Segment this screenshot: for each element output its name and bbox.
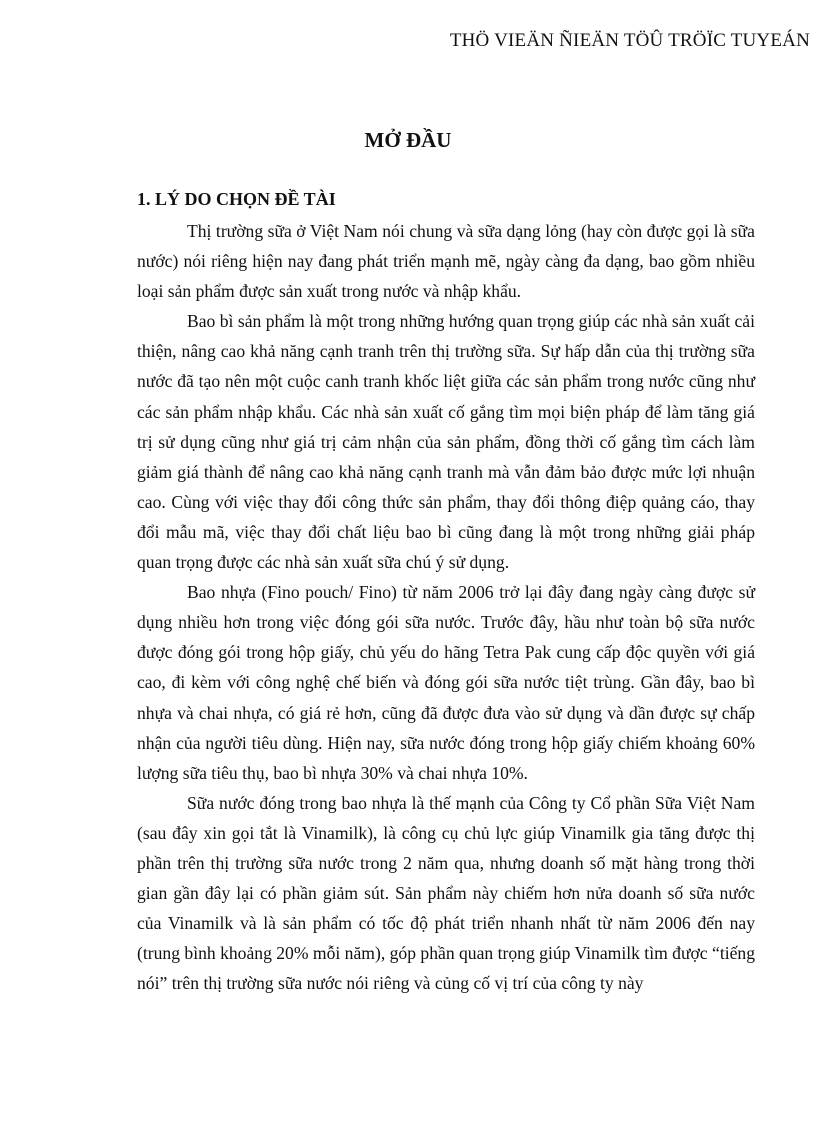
paragraph-2: Bao bì sản phẩm là một trong những hướng quan trọng giúp các nhà sản xuất cải thiện, nâng cao khả năng cạnh tranh trên thị trường sữa. Sự hấp dẫn của thị trường sữa nước đã tạo nên một cuộc canh tranh khốc liệt giữa các sản phẩm trong nước cũng như các sản phẩm nhập khẩu. Các nhà sản xuất cố gắng tìm mọi biện pháp để làm tăng giá trị sử dụng cũng như giá trị cảm nhận của sản phẩm, đồng thời cố gắng tìm cách làm giảm giá thành để nâng cao khả năng cạnh tranh mà vẫn đảm bảo được mức lợi nhuận cao. Cùng với việc thay đổi công thức sản phẩm, thay đổi thông điệp quảng cáo, thay đổi mẫu mã, việc thay đổi chất liệu bao bì cũng đang là một trong những giải pháp quan trọng được các nhà sản xuất sữa chú ý sử dụng. [137,311,755,573]
page-title: MỞ ĐẦU [364,128,452,152]
paragraph-1: Thị trường sữa ở Việt Nam nói chung và sữa dạng lỏng (hay còn được gọi là sữa nước) nói riêng hiện nay đang phát triển mạnh mẽ, ngày càng đa dạng, bao gồm nhiều loại sản phẩm được sản xuất trong nước và nhập khẩu. [137,221,755,302]
paragraph-3: Bao nhựa (Fino pouch/ Fino) từ năm 2006 trở lại đây đang ngày càng được sử dụng nhiều hơn trong việc đóng gói sữa nước. Trước đây, hầu như toàn bộ sữa nước được đóng gói trong hộp giấy, chủ yếu do hãng Tetra Pak cung cấp độc quyền với giá cao, đi kèm với công nghệ chế biến và đóng gói sữa nước tiệt trùng. Gần đây, bao bì nhựa và chai nhựa, có giá rẻ hơn, cũng đã được đưa vào sử dụng và dần được sự chấp nhận của người tiêu dùng. Hiện nay, sữa nước đóng trong hộp giấy chiếm khoảng 60% lượng sữa tiêu thụ, bao bì nhựa 30% và chai nhựa 10%. [137,582,755,783]
section-heading: 1. LÝ DO CHỌN ĐỀ TÀI [137,189,336,209]
body-text [137,216,755,998]
paragraph-4: Sữa nước đóng trong bao nhựa là thế mạnh của Công ty Cổ phần Sữa Việt Nam (sau đây xin gọi tắt là Vinamilk), là công cụ chủ lực giúp Vinamilk gia tăng được thị phần trên thị trường sữa nước trong 2 năm qua, nhưng doanh số mặt hàng trong thời gian gần đây lại có phần giảm sút. Sản phẩm này chiếm hơn nửa doanh số sữa nước của Vinamilk và là sản phẩm có tốc độ phát triển nhanh nhất từ năm 2006 đến nay (trung bình khoảng 20% mỗi năm), góp phần quan trọng giúp Vinamilk tìm được “tiếng nói” trên thị trường sữa nước nói riêng và củng cố vị trí của công ty này [137,792,755,994]
page-header: THÖ VIEÄN ÑIEÄN TÖÛ TRÖÏC TUYEÁN [449,30,810,51]
